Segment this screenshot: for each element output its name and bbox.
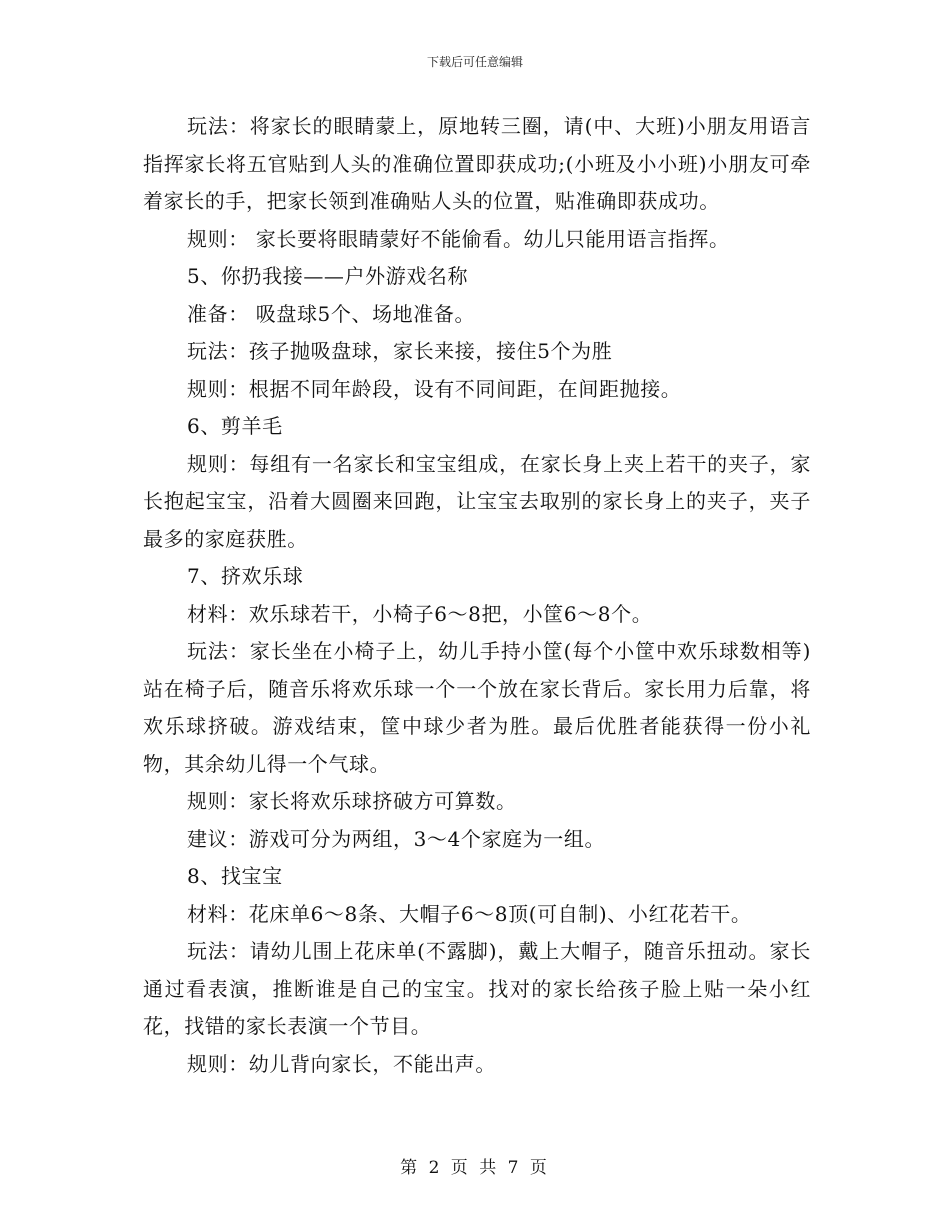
section-heading-7: 7、挤欢乐球	[187, 564, 304, 588]
paragraph-rules-5: 规则：根据不同年龄段，设有不同间距，在间距抛接。	[187, 376, 682, 401]
section-heading-8: 8、找宝宝	[187, 864, 283, 888]
section-heading-5: 5、你扔我接——户外游戏名称	[187, 264, 469, 288]
paragraph-play-8: 玩法：请幼儿围上花床单(不露脚)，戴上大帽子，随音乐扭动。家长通过看表演，推断谁是自己的宝宝。找对的家长给孩子脸上贴一朵小红花，找错的家长表演一个节目。	[143, 939, 811, 1038]
paragraph-rules-play-blindfold: 玩法：将家长的眼睛蒙上，原地转三圈，请(中、大班)小朋友用语言指挥家长将五官贴到人头的准确位置即获成功;(小班及小小班)小朋友可牵着家长的手，把家长领到准确贴人头的位置，贴准确即获成功。	[143, 114, 811, 213]
paragraph-rules-blindfold: 规则： 家长要将眼睛蒙好不能偷看。幼儿只能用语言指挥。	[187, 226, 730, 251]
paragraph-rules-6: 规则：每组有一名家长和宝宝组成，在家长身上夹上若干的夹子，家长抱起宝宝，沿着大圆圈来回跑，让宝宝去取别的家长身上的夹子，夹子最多的家庭获胜。	[143, 451, 811, 551]
paragraph-rules-7: 规则：家长将欢乐球挤破方可算数。	[187, 789, 517, 813]
page-footer: 第 2 页 共 7 页	[400, 1158, 550, 1178]
document-body	[143, 108, 811, 1083]
paragraph-rules-8: 规则：幼儿背向家长，不能出声。	[187, 1051, 496, 1076]
paragraph-play-5: 玩法：孩子抛吸盘球，家长来接，接住5个为胜	[187, 339, 613, 363]
paragraph-play-7: 玩法：家长坐在小椅子上，幼儿手持小筐(每个小筐中欢乐球数相等)站在椅子后，随音乐将欢乐球一个一个放在家长背后。家长用力后靠，将欢乐球挤破。游戏结束，筐中球少者为胜。最后优胜者能获得一份小礼物，其余幼儿得一个气球。	[143, 639, 811, 776]
paragraph-prepare-5: 准备： 吸盘球5个、场地准备。	[187, 301, 476, 326]
paragraph-materials-7: 材料：欢乐球若干，小椅子6～8把，小筐6～8个。	[187, 601, 653, 626]
paragraph-suggestion-7: 建议：游戏可分为两组，3～4个家庭为一组。	[187, 826, 606, 851]
paragraph-materials-8: 材料：花床单6～8条、大帽子6～8顶(可自制)、小红花若干。	[187, 901, 752, 926]
page-header: 下载后可任意编辑	[426, 55, 523, 69]
section-heading-6: 6、剪羊毛	[187, 414, 283, 438]
